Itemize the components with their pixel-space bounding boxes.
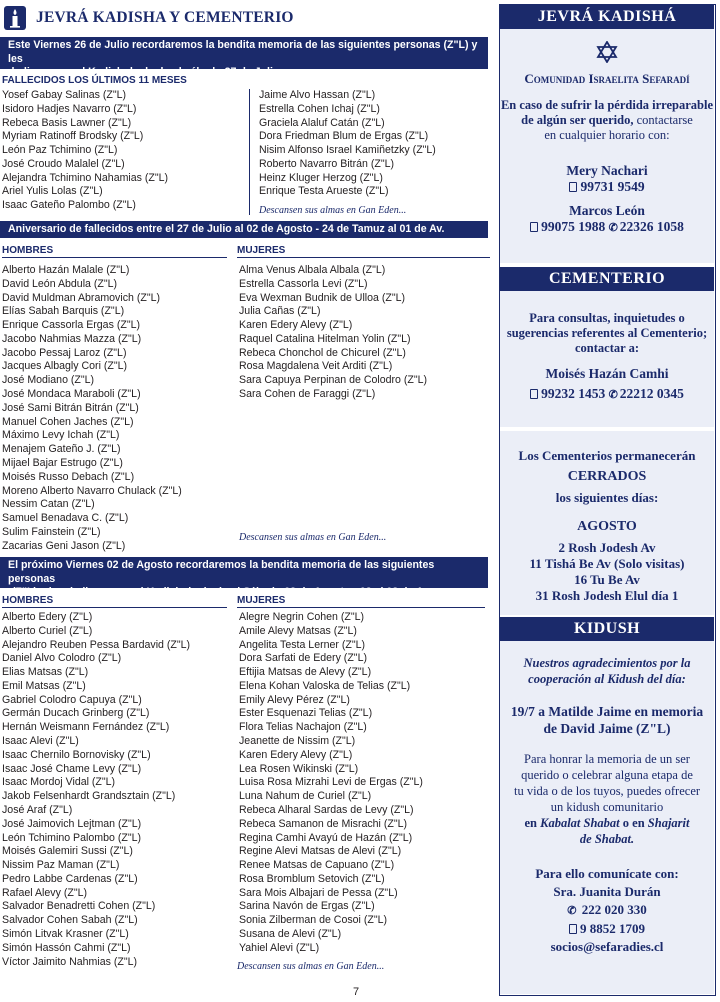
men-heading: HOMBRES: [2, 595, 227, 608]
contact-mobile[interactable]: 99075 1988: [541, 219, 606, 234]
list-item: Myriam Ratinoff Brodsky (Z"L): [2, 130, 144, 143]
list-item: Raquel Catalina Hitelman Yolin (Z"L): [239, 332, 411, 345]
list-item: León Tchimino Palombo (Z"L): [2, 831, 141, 844]
contact-name: Moisés Hazán Camhi: [545, 366, 669, 381]
list-item: Karen Edery Alevy (Z"L): [239, 319, 353, 332]
kadisha-intro-line3: en cualquier horario con:: [544, 128, 670, 142]
list-item: Nisim Alfonso Israel Kamiñetzky (Z"L): [259, 144, 436, 157]
kadisha-intro-line1: En caso de sufrir la pérdida irreparable: [500, 98, 714, 112]
list-item: Menajem Gateño J. (Z"L): [2, 443, 121, 456]
column-divider: [249, 89, 250, 215]
next-women-list: [239, 611, 423, 956]
list-item: Ester Esquenazi Telias (Z"L): [239, 707, 373, 720]
kidush-thanks-line2: cooperación al Kidush del día:: [528, 672, 686, 686]
list-item: Nissim Paz Maman (Z"L): [2, 859, 120, 872]
list-item: Yosef Gabay Salinas (Z"L): [2, 89, 127, 101]
list-item: Alegre Negrin Cohen (Z"L): [239, 611, 365, 623]
next-kadish-line2: (Z"L) y les dedicaremos el Kadish de duelo el Sábado 03 de Agosto - 02 al 08 de Av.: [12, 586, 432, 599]
anniversary-banner: [0, 221, 488, 238]
phone-icon: ✆: [567, 905, 577, 917]
anniversary-banner-text: Aniversario de fallecidos entre el 27 de Julio al 02 de Agosto - 24 de Tamuz al 01 de Av.: [8, 223, 445, 235]
list-item: Dora Sarfati de Edery (Z"L): [239, 652, 367, 665]
contact-mobile[interactable]: 99232 1453: [541, 386, 606, 401]
list-item: Nessim Catan (Z"L): [2, 498, 95, 511]
closed-day: 31 Rosh Jodesh Elul día 1: [535, 588, 679, 603]
contact-email[interactable]: socios@sefaradies.cl: [550, 939, 664, 954]
kidush-panel: [500, 641, 714, 994]
list-item: Zacarias Geni Jason (Z"L): [2, 539, 126, 552]
closed-month: AGOSTO: [577, 519, 637, 534]
cementerio-line1: Para consultas, inquietudes o: [529, 311, 685, 325]
list-item: Julia Cañas (Z"L): [239, 305, 321, 318]
mobile-icon: [530, 389, 538, 399]
kidush-dedication-line1: 19/7 a Matilde Jaime en memoria: [510, 704, 704, 719]
list-item: Luna Nahum de Curiel (Z"L): [239, 790, 372, 803]
sidebar: [499, 4, 716, 996]
contact-name: Sra. Juanita Durán: [553, 884, 661, 899]
page-number: 7: [353, 986, 360, 998]
list-item: Sara Mois Albajari de Pessa (Z"L): [239, 886, 398, 899]
list-item: Graciela Alaluf Catán (Z"L): [259, 116, 385, 129]
list-item: Renee Matsas de Capuano (Z"L): [239, 859, 395, 872]
blessing-text: Descansen sus almas en Gan Eden...: [239, 532, 387, 543]
kadish-notice-line2: dedicaremos el Kadish de duelo el sábado 27 de Julio.: [8, 66, 283, 79]
list-item: Alberto Edery (Z"L): [2, 611, 93, 623]
list-item: Rebeca Alharal Sardas de Levy (Z"L): [239, 803, 414, 816]
women-heading: MUJERES: [237, 595, 485, 608]
list-item: Isaac Mordoj Vidal (Z"L): [2, 776, 116, 789]
list-item: Sulim Fainstein (Z"L): [2, 525, 101, 538]
cementerio-title: CEMENTERIO: [500, 267, 714, 291]
list-item: Rafael Alevy (Z"L): [2, 886, 88, 899]
kidush-thanks-line1: Nuestros agradecimientos por la: [523, 656, 691, 670]
contact-mobile[interactable]: 9 8852 1709: [580, 921, 645, 936]
kidush-honor-line3: tu vida o de los tuyos, puedes ofrecer: [513, 784, 701, 798]
list-item: Samuel Benadava C. (Z"L): [2, 512, 129, 525]
list-item: Simón Hassón Cahmi (Z"L): [2, 941, 131, 954]
mobile-icon: [530, 222, 538, 232]
list-item: Salvador Benadretti Cohen (Z"L): [2, 900, 156, 913]
list-item: Jeanette de Nissim (Z"L): [239, 735, 356, 748]
next-kadish-banner: [0, 557, 488, 599]
list-item: Isaac Chernilo Bornovisky (Z"L): [2, 748, 151, 761]
list-item: Estrella Cassorla Levi (Z"L): [239, 277, 368, 290]
contact-name: Marcos León: [569, 203, 645, 218]
kadish-notice-banner: [0, 37, 488, 79]
kadisha-panel: [500, 29, 714, 263]
list-item: Moisés Galemiri Sussi (Z"L): [2, 845, 133, 858]
list-item: Elías Sabah Barquis (Z"L): [2, 305, 125, 318]
closed-day: 11 Tishá Be Av (Solo visitas): [529, 556, 685, 571]
kidush-honor-line1: Para honrar la memoria de un ser: [524, 752, 690, 766]
list-item: Isaac José Chame Levy (Z"L): [2, 762, 142, 775]
cementerio-line3: contactar a:: [575, 341, 639, 355]
kidush-contact-intro: Para ello comunícate con:: [535, 866, 679, 881]
list-item: Daniel Alvo Colodro (Z"L): [2, 652, 122, 665]
list-item: Luisa Rosa Mizrahi Levi de Ergas (Z"L): [239, 776, 423, 789]
anniversary-women-list: [239, 264, 427, 402]
list-item: Emily Alevy Pérez (Z"L): [239, 693, 350, 706]
kadish-notice-line1: Este Viernes 26 de Julio recordaremos la bendita memoria de las siguientes personas (Z"L) y les: [8, 39, 478, 65]
contact-mobile[interactable]: 99731 9549: [580, 179, 645, 194]
list-item: Estrella Cohen Ichaj (Z"L): [259, 102, 380, 115]
kadisha-title: JEVRÁ KADISHÁ: [500, 5, 714, 29]
phone-icon: ✆: [608, 222, 618, 234]
list-item: Flora Telias Nachajon (Z"L): [239, 721, 367, 734]
list-item: Jakob Felsenhardt Grandsztain (Z"L): [2, 790, 176, 803]
kidush-honor-text: en: [524, 816, 541, 830]
recent-deceased-list-1: [2, 89, 168, 213]
list-item: Ariel Yulis Lolas (Z"L): [2, 185, 103, 198]
org-name: Comunidad Israelita Sefaradí: [524, 71, 690, 86]
mobile-icon: [569, 182, 577, 192]
list-item: Eftijia Matsas de Alevy (Z"L): [239, 666, 372, 679]
list-item: Sarina Navón de Ergas (Z"L): [239, 900, 375, 913]
closed-day: 2 Rosh Jodesh Av: [558, 540, 656, 555]
list-item: José Sami Bitrán Bitrán (Z"L): [2, 401, 139, 414]
list-item: Gabriel Colodro Capuya (Z"L): [2, 693, 142, 706]
page-title: JEVRÁ KADISHA Y CEMENTERIO: [36, 9, 294, 26]
list-item: José Jaimovich Lejtman (Z"L): [2, 817, 142, 830]
blessing-text: Descansen sus almas en Gan Eden...: [259, 205, 407, 216]
list-item: Manuel Cohen Jaches (Z"L): [2, 415, 134, 428]
list-item: Enrique Cassorla Ergas (Z"L): [2, 319, 140, 332]
list-item: Alejandro Reuben Pessa Bardavid (Z"L): [2, 638, 191, 651]
kidush-honor-line4: un kidush comunitario: [550, 800, 664, 814]
list-item: Emil Matsas (Z"L): [2, 679, 86, 692]
list-item: José Araf (Z"L): [2, 803, 73, 816]
next-kadish-line1: El próximo Viernes 02 de Agosto recordaremos la bendita memoria de las siguientes personas: [8, 559, 435, 585]
list-item: Lea Rosen Wikinski (Z"L): [239, 762, 359, 775]
list-item: Jacques Albagly Cori (Z"L): [2, 360, 128, 373]
list-item: Heinz Kluger Herzog (Z"L): [259, 171, 383, 184]
list-item: Rosa Magdalena Veit Arditi (Z"L): [239, 360, 393, 373]
contact-phone[interactable]: 22326 1058: [619, 219, 684, 234]
list-item: Angelita Testa Lerner (Z"L): [239, 638, 366, 651]
list-item: Hernán Weismann Fernández (Z"L): [2, 721, 170, 734]
list-item: David León Abdula (Z"L): [2, 277, 118, 290]
list-item: Rebeca Basis Lawner (Z"L): [2, 116, 132, 129]
list-item: León Paz Tchimino (Z"L): [2, 144, 118, 157]
contact-name: Mery Nachari: [566, 163, 648, 178]
list-item: Pedro Labbe Cardenas (Z"L): [2, 872, 138, 885]
list-item: Rosa Bromblum Setovich (Z"L): [239, 872, 385, 885]
list-item: Jaime Alvo Hassan (Z"L): [259, 89, 376, 101]
kidush-title: KIDUSH: [500, 617, 714, 641]
candle-icon: [4, 6, 26, 30]
cementerio-panel: [500, 291, 714, 427]
list-item: Alma Venus Albala Albala (Z"L): [239, 264, 386, 276]
blessing-text: Descansen sus almas en Gan Eden...: [237, 961, 385, 972]
list-item: Germán Ducach Grinberg (Z"L): [2, 707, 150, 720]
kidush-honor-text: de Shabat.: [579, 832, 635, 846]
list-item: Máximo Levy Ichah (Z"L): [2, 429, 120, 442]
list-item: Moisés Russo Debach (Z"L): [2, 470, 135, 483]
list-item: Susana de Alevi (Z"L): [239, 927, 342, 940]
list-item: Rebeca Chonchol de Chicurel (Z"L): [239, 346, 406, 359]
recent-deceased-heading: FALLECIDOS LOS ÚLTIMOS 11 MESES: [2, 75, 187, 86]
list-item: Sara Capuya Perpinan de Colodro (Z"L): [239, 374, 428, 387]
list-item: Jacobo Nahmias Mazza (Z"L): [2, 332, 142, 345]
list-item: Isidoro Hadjes Navarro (Z"L): [2, 102, 137, 115]
list-item: Jacobo Pessaj Laroz (Z"L): [2, 346, 127, 359]
mobile-icon: [569, 924, 577, 934]
list-item: Regine Alevi Matsas de Alevi (Z"L): [239, 845, 402, 858]
cementerio-line2: sugerencias referentes al Cementerio;: [506, 326, 708, 340]
list-item: Isaac Alevi (Z"L): [2, 735, 79, 748]
closed-day: 16 Tu Be Av: [574, 572, 640, 587]
list-item: Sara Cohen de Faraggi (Z"L): [239, 388, 376, 401]
list-item: José Modiano (Z"L): [2, 374, 95, 387]
closed-line3: los siguientes días:: [555, 490, 659, 505]
closed-line1: Los Cementerios permanecerán: [518, 448, 696, 463]
list-item: Simón Litvak Krasner (Z"L): [2, 927, 129, 940]
phone-icon: ✆: [608, 389, 618, 401]
list-item: Dora Friedman Blum de Ergas (Z"L): [259, 130, 429, 143]
list-item: Regina Camhi Avayú de Hazán (Z"L): [239, 831, 413, 844]
list-item: Sonia Zilberman de Cosoi (Z"L): [239, 914, 388, 927]
list-item: Karen Edery Alevy (Z"L): [239, 748, 353, 761]
list-item: Víctor Jaimito Nahmias (Z"L): [2, 955, 138, 968]
closed-days-list: [500, 540, 714, 604]
contact-phone[interactable]: 22212 0345: [619, 386, 684, 401]
list-item: Enrique Testa Arueste (Z"L): [259, 185, 389, 198]
list-item: Isaac Gateño Palombo (Z"L): [2, 199, 136, 212]
next-men-list: [2, 611, 190, 969]
kadisha-intro-line2-rest: contactarse: [633, 113, 693, 127]
women-heading: MUJERES: [237, 245, 490, 258]
list-item: Elena Kohan Valoska de Telias (Z"L): [239, 679, 411, 692]
closed-days-panel: [500, 431, 714, 615]
recent-deceased-list-2: [259, 89, 436, 199]
list-item: José Mondaca Maraboli (Z"L): [2, 388, 141, 401]
list-item: Eva Wexman Budnik de Ulloa (Z"L): [239, 291, 406, 304]
anniversary-men-list: [2, 264, 182, 553]
men-heading: HOMBRES: [2, 245, 227, 258]
star-of-david-icon: [500, 41, 714, 63]
closed-line2: CERRADOS: [567, 469, 647, 484]
kidush-honor-text: Shajarit: [647, 816, 690, 830]
kidush-honor-text: Kabalat Shabat: [540, 816, 620, 830]
kidush-honor-text: o en: [619, 816, 648, 830]
list-item: José Croudo Malalel (Z"L): [2, 157, 125, 170]
list-item: Yahiel Alevi (Z"L): [239, 941, 320, 954]
list-item: Mijael Bajar Estrugo (Z"L): [2, 456, 123, 469]
list-item: Alberto Curiel (Z"L): [2, 624, 93, 637]
list-item: Moreno Alberto Navarro Chulack (Z"L): [2, 484, 182, 497]
list-item: Elias Matsas (Z"L): [2, 666, 89, 679]
kidush-dedication-line2: de David Jaime (Z"L): [543, 721, 671, 736]
list-item: David Muldman Abramovich (Z"L): [2, 291, 161, 304]
list-item: Amile Alevy Matsas (Z"L): [239, 624, 357, 637]
kidush-honor-line2: querido o celebrar alguna etapa de: [521, 768, 693, 782]
list-item: Roberto Navarro Bitrán (Z"L): [259, 157, 395, 170]
kadisha-intro-line2: de algún ser querido,: [521, 113, 634, 127]
contact-phone[interactable]: 222 020 330: [581, 902, 647, 917]
list-item: Salvador Cohen Sabah (Z"L): [2, 914, 138, 927]
list-item: Alejandra Tchimino Nahamias (Z"L): [2, 171, 169, 184]
list-item: Alberto Hazán Malale (Z"L): [2, 264, 130, 276]
list-item: Rebeca Samanon de Misrachi (Z"L): [239, 817, 408, 830]
